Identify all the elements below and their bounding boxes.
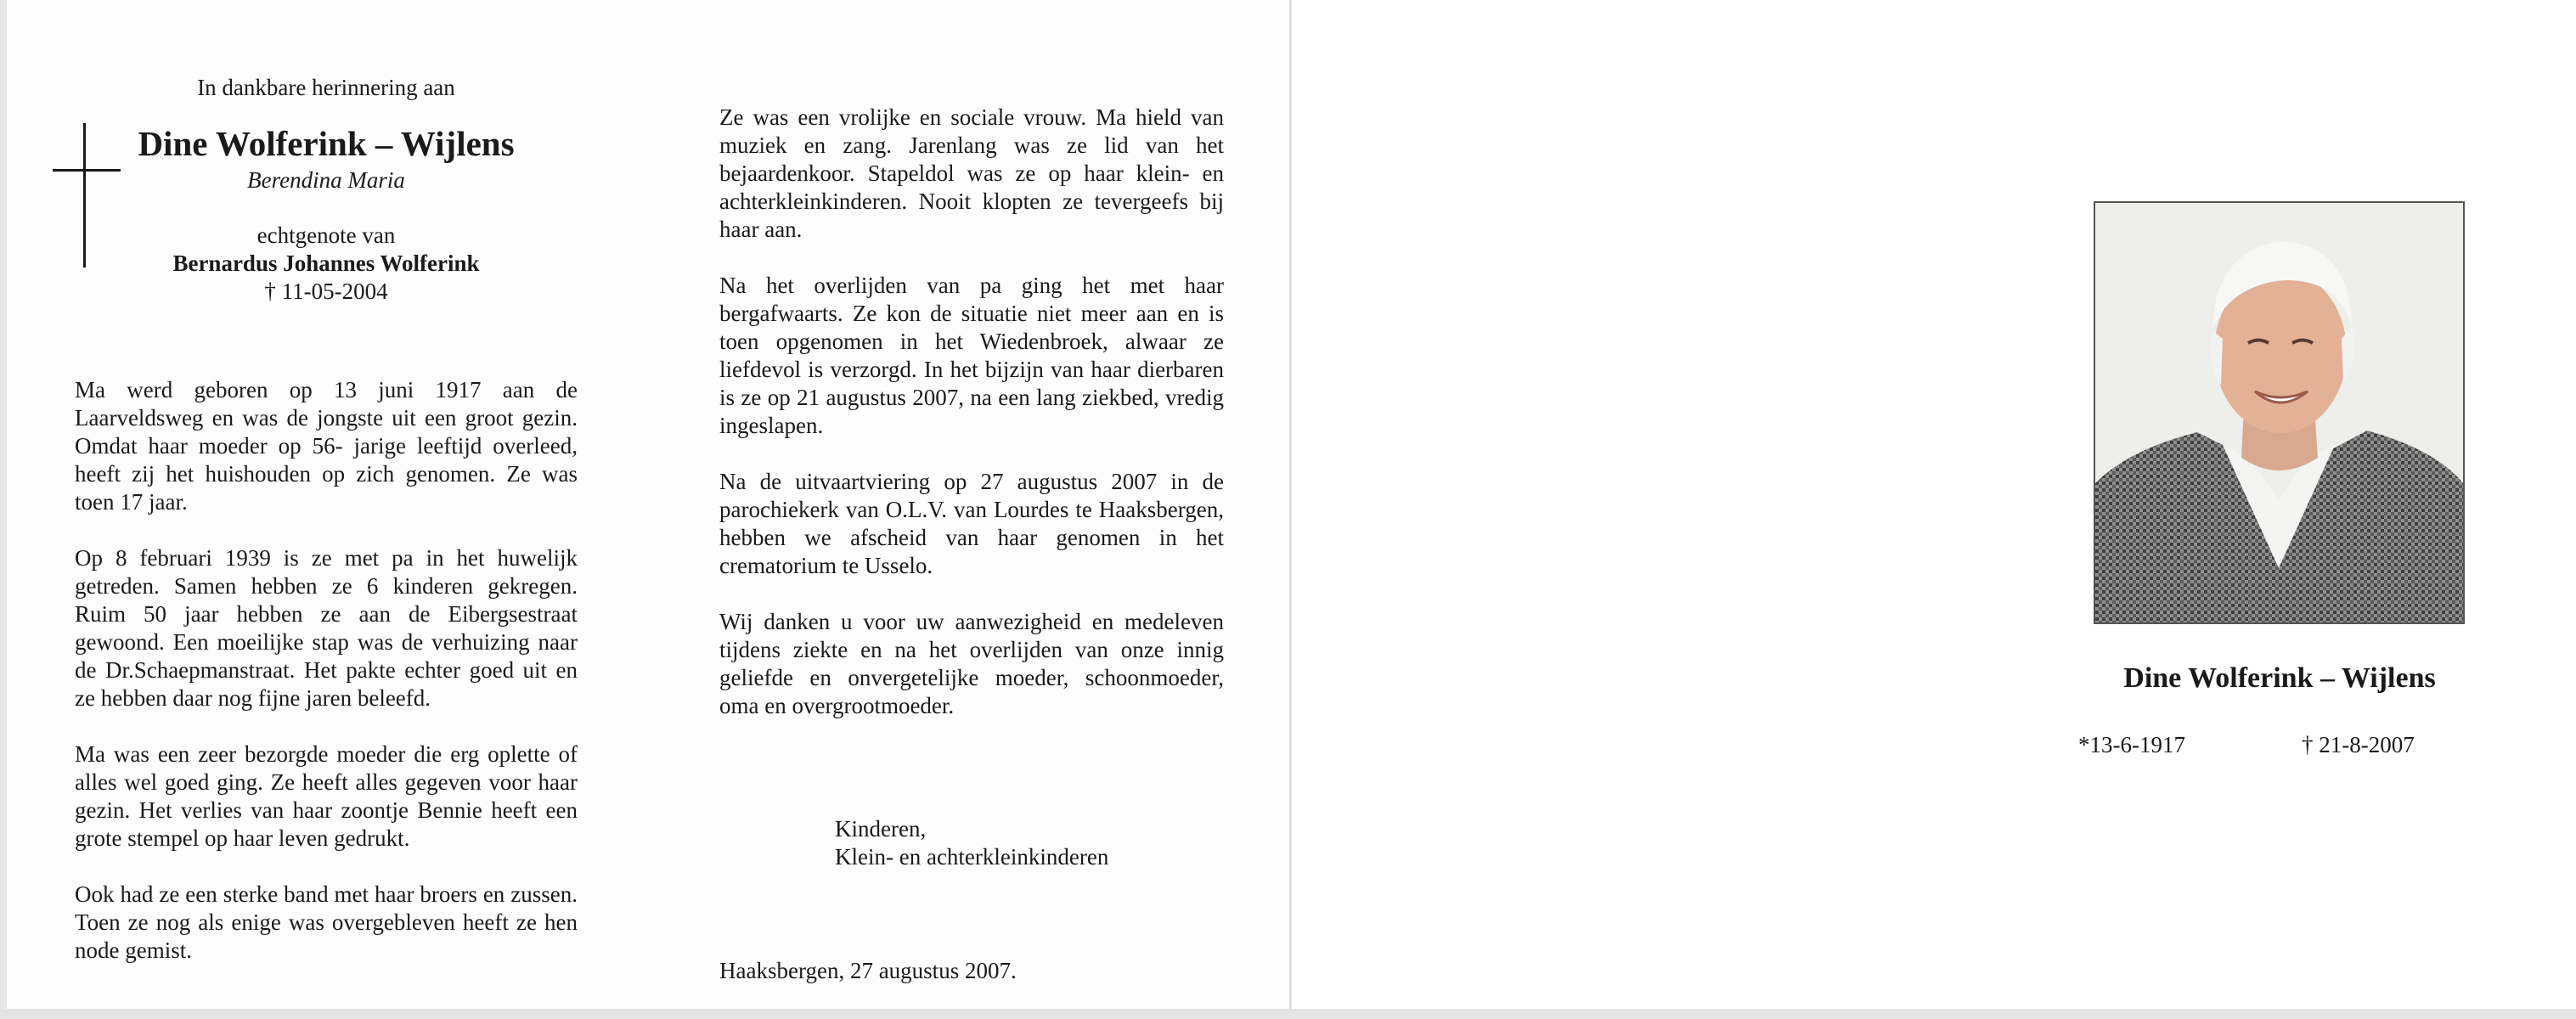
intro-text: In dankbare herinnering aan — [197, 75, 455, 100]
spouse-death-date: † 11-05-2004 — [264, 279, 388, 304]
signature-line-2: Klein- en achterkleinkinderen — [835, 844, 1109, 870]
paragraph: Na de uitvaartviering op 27 augustus 2007 in de parochiekerk van O.L.V. van Lourdes te Haaksbergen, hebben we afscheid van haar genomen in het crematorium te Usselo. — [719, 469, 1224, 578]
paragraph: Ma werd geboren op 13 juni 1917 aan de Laarveldsweg en was de jongste uit een groot gezin. Omdat haar moeder op 56- jarige leeftijd overleed, heeft zij het huishouden op zich genomen. Ze was toen 17 jaar. — [75, 377, 578, 515]
spouse-label: echtgenote van — [256, 222, 396, 248]
paragraph: Wij danken u voor uw aanwezigheid en medeleven tijdens ziekte en na het overlijden van onze innig geliefde en onvergetelijke moeder, schoonmoeder, oma en overgrootmoeder. — [719, 609, 1224, 718]
middle-column — [719, 104, 1224, 720]
paragraph: Ook had ze een sterke band met haar broers en zussen. Toen ze nog als enige was overgebleven heeft ze hen node gemist. — [75, 881, 578, 963]
death-date: † 21-8-2007 — [2302, 732, 2415, 757]
left-column — [75, 75, 578, 965]
paragraph: Ma was een zeer bezorgde moeder die erg oplette of alles wel goed ging. Ze heeft alles gegeven voor haar gezin. Het verlies van haar zoontje Bennie heeft een grote stempel op haar leven gedrukt. — [75, 741, 578, 851]
paragraph: Na het overlijden van pa ging het met haar bergafwaarts. Ze kon de situatie niet meer aan en is toen opgenomen in het Wiedenbroek, alwaar ze liefdevol is verzorgd. In het bijzijn van haar dierbaren is ze op 21 augustus 2007, na een lang ziekbed, vredig ingeslapen. — [719, 273, 1224, 438]
place-date: Haaksbergen, 27 augustus 2007. — [719, 958, 1017, 983]
portrait-name: Dine Wolferink – Wijlens — [2123, 662, 2436, 694]
birth-date: *13-6-1917 — [2078, 732, 2185, 757]
spouse-name: Bernardus Johannes Wolferink — [172, 251, 480, 276]
portrait-image — [2095, 203, 2463, 622]
signature-line-1: Kinderen, — [835, 816, 927, 842]
portrait-photo — [2094, 201, 2465, 624]
biography-left — [75, 376, 578, 965]
deceased-name: Dine Wolferink – Wijlens — [138, 124, 515, 163]
paragraph: Op 8 februari 1939 is ze met pa in het huwelijk getreden. Samen hebben ze 6 kinderen gekregen. Ruim 50 jaar hebben ze aan de Eibergsestraat gewoond. Een moeilijke stap was de verhuizing naar de Dr.Schaepmanstraat. Het pakte echter goed uit en ze hebben daar nog fijne jaren beleefd. — [75, 545, 578, 711]
signature — [835, 815, 1108, 871]
given-names: Berendina Maria — [247, 167, 405, 193]
card-edge — [0, 1009, 2576, 1019]
paragraph: Ze was een vrolijke en sociale vrouw. Ma hield van muziek en zang. Jarenlang was ze lid van het bejaardenkoor. Stapeldol was ze op haar klein- en achterkleinkinderen. Nooit klopten ze tevergeefs bij haar aan. — [719, 104, 1224, 242]
